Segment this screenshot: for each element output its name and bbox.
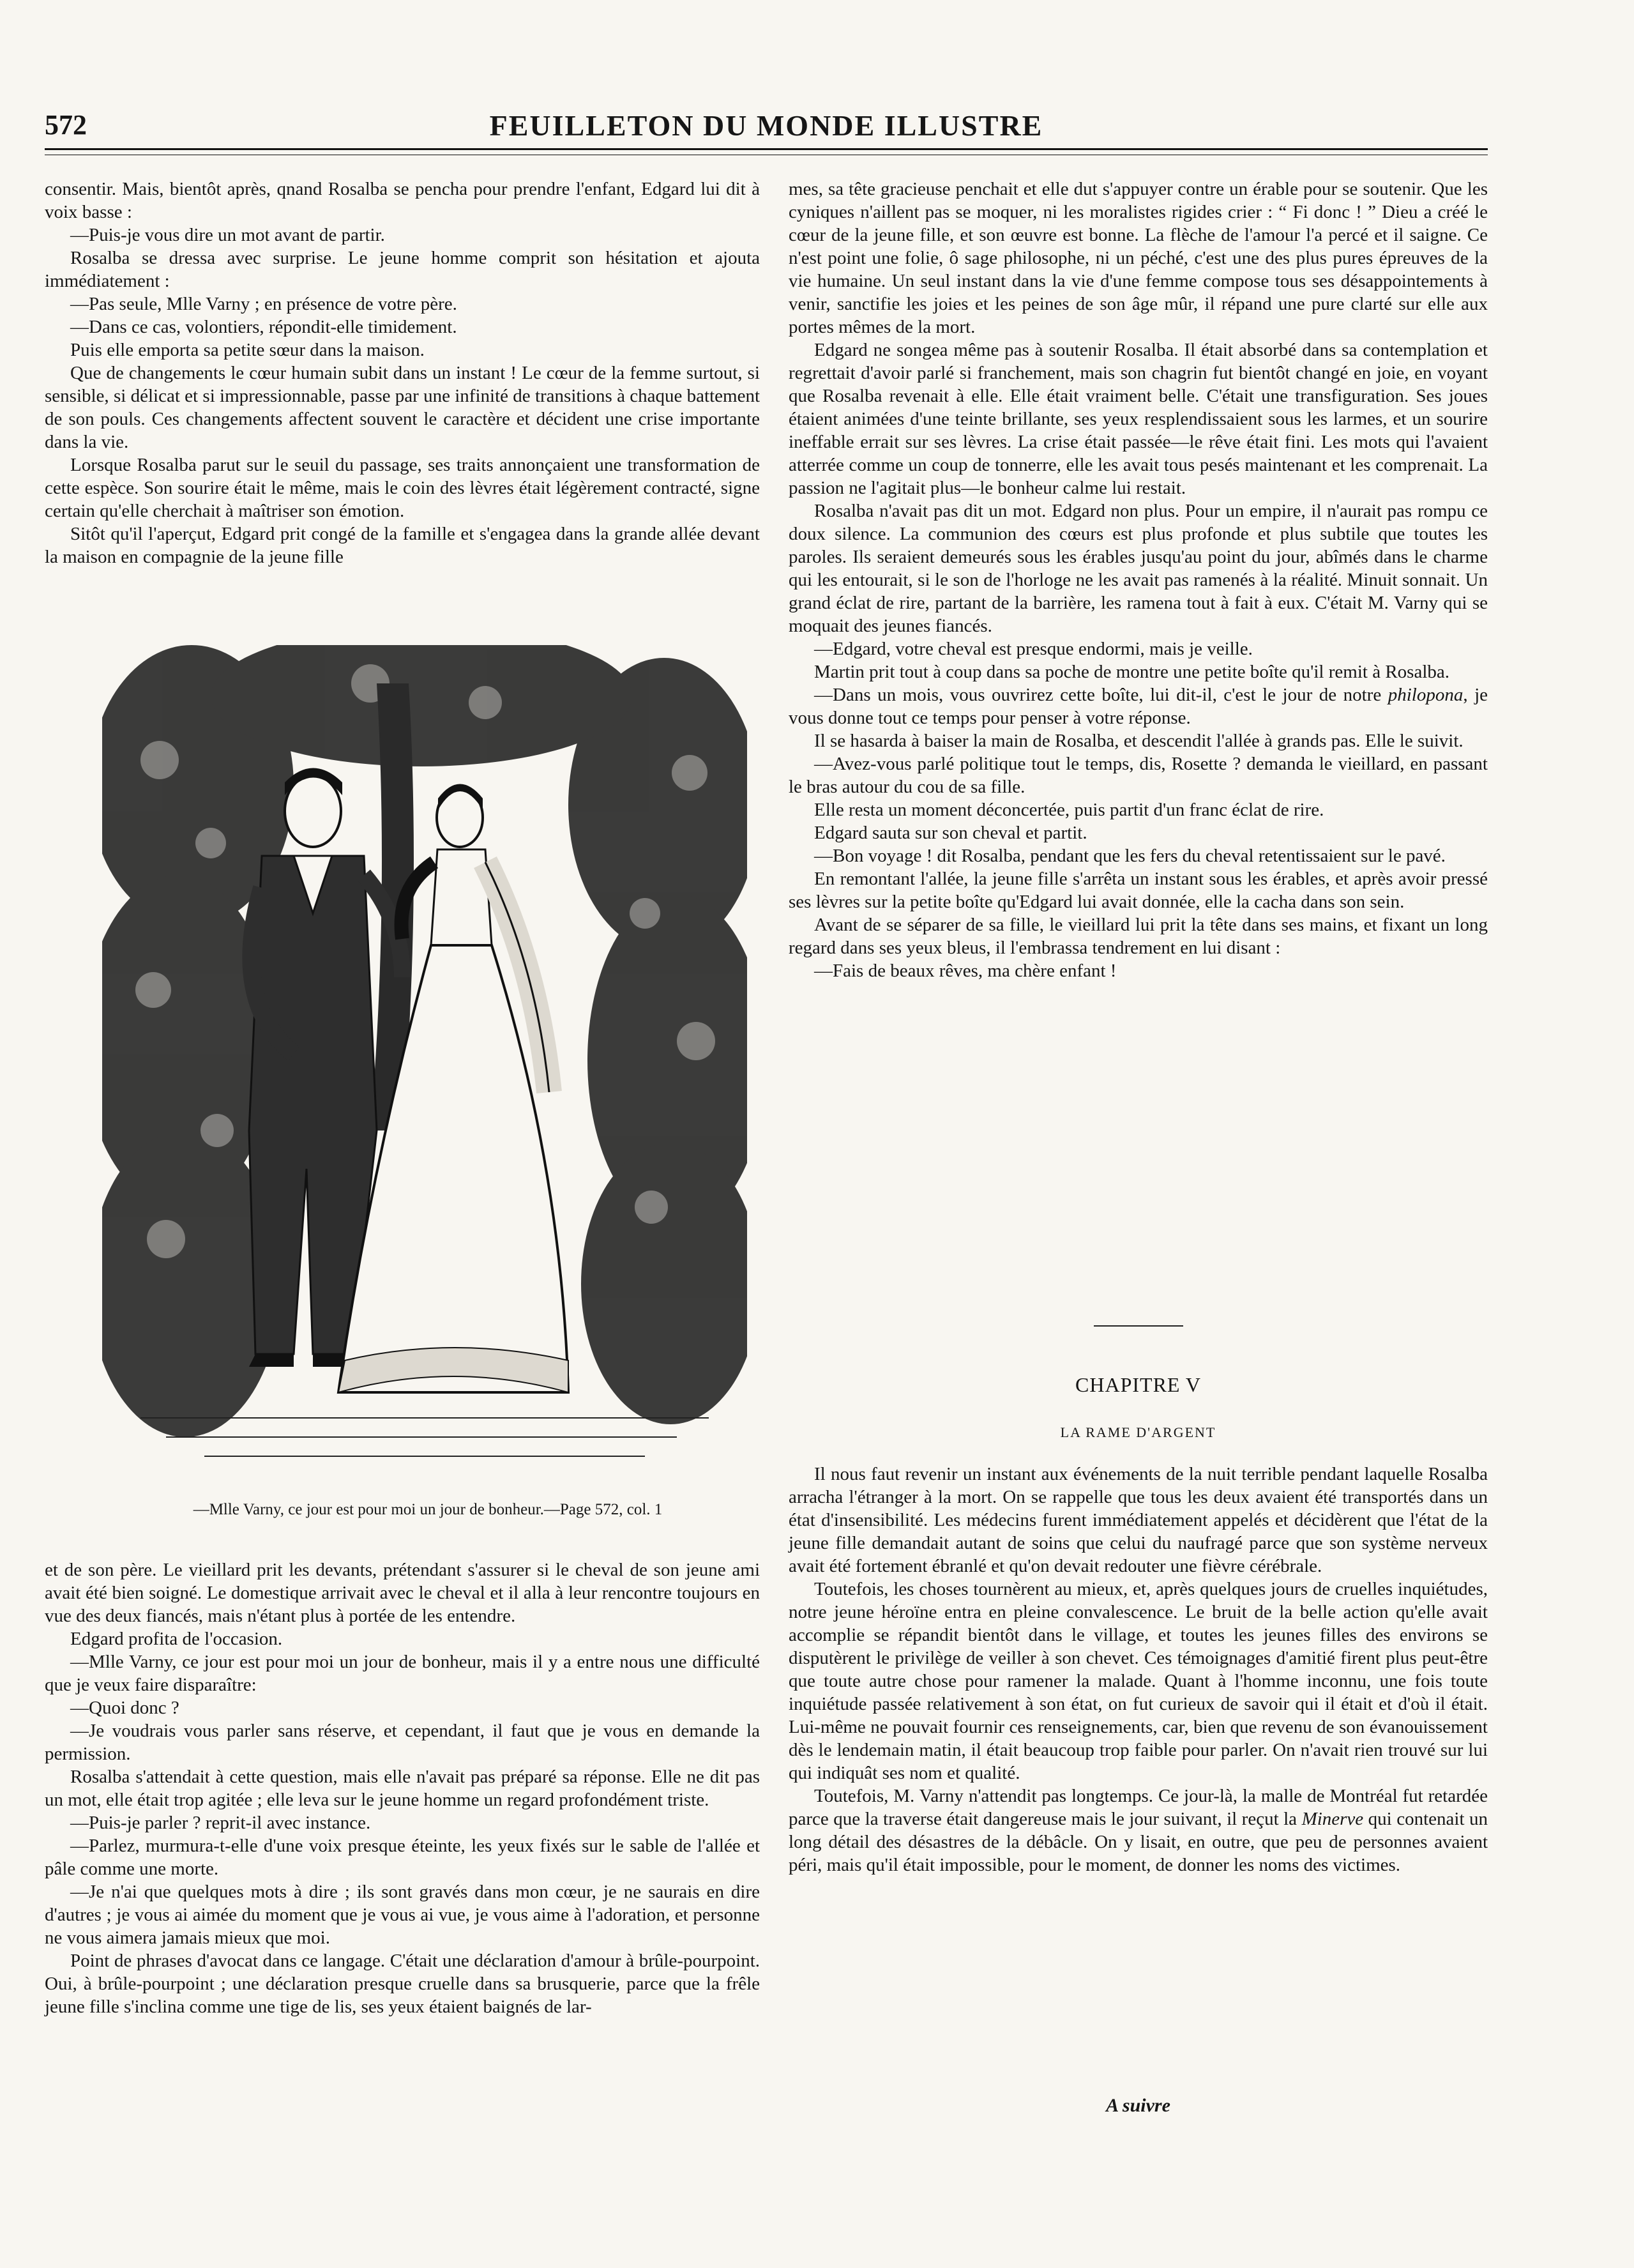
running-title: FEUILLETON DU MONDE ILLUSTRE — [489, 109, 1043, 142]
paragraph: Edgard profita de l'occasion. — [70, 1629, 283, 1649]
engraving-illustration — [102, 645, 747, 1482]
paragraph: —Fais de beaux rêves, ma chère enfant ! — [814, 961, 1117, 981]
paragraph: consentir. Mais, bientôt après, qnand Rosalba se pencha pour prendre l'enfant, Edgard lui dit à voix basse : — [45, 179, 760, 222]
paragraph: Sitôt qu'il l'aperçut, Edgard prit congé de la famille et s'engagea dans la grande allée devant la maison en compagnie de la jeune fille — [45, 524, 760, 567]
paragraph: —Parlez, murmura-t-elle d'une voix presque éteinte, les yeux fixés sur le sable de l'allée et pâle comme une morte. — [45, 1836, 760, 1879]
paragraph: Point de phrases d'avocat dans ce langage. C'était une déclaration d'amour à brûle-pourpoint. Oui, à brûle-pourpoint ; une déclaration presque cruelle dans sa brusquerie, parce que la frêle jeune fille s'inclina comme une tige de lis, ses yeux étaient baignés de lar- — [45, 1951, 760, 2017]
left-column-bottom — [45, 1558, 760, 2018]
paragraph: Rosalba s'attendait à cette question, mais elle n'avait pas préparé sa réponse. Elle ne dit pas un mot, elle était trop agitée ; elle leva sur le jeune homme un regard profondément triste. — [45, 1767, 760, 1810]
paragraph: Rosalba se dressa avec surprise. Le jeune homme comprit son hésitation et ajouta immédiatement : — [45, 248, 760, 291]
paragraph: —Je voudrais vous parler sans réserve, et cependant, il faut que je vous en demande la permission. — [45, 1721, 760, 1764]
chapter-subtitle: LA RAME D'ARGENT — [1060, 1424, 1216, 1440]
chapter-title: CHAPITRE V — [1075, 1373, 1201, 1396]
paragraph: —Je n'ai que quelques mots à dire ; ils sont gravés dans mon cœur, je ne saurais en dire d'autres ; je vous ai aimée du moment que je vous ai vue, je vous aime à l'adoration, et personne ne vous aimera jamais mieux que moi. — [45, 1882, 760, 1948]
paragraph: Lorsque Rosalba parut sur le seuil du passage, ses traits annonçaient une transformation de cette espèce. Son sourire était le même, mais le coin des lèvres était légèrement contracté, signe certain qu'elle cherchait à maîtriser son émotion. — [45, 455, 760, 521]
paragraph: En remontant l'allée, la jeune fille s'arrêta un instant sous les érables, et après avoir pressé ses lèvres sur la petite boîte qu'Edgard lui avait donnée, elle la cacha dans son sein. — [789, 869, 1488, 912]
paragraph: et de son père. Le vieillard prit les devants, prétendant s'assurer si le cheval de son jeune ami avait été bien soigné. Le domestique arrivait avec le cheval et il alla à leur rencontre toujours en vue des deux fiancés, mais n'étant plus à portée de les entendre. — [45, 1560, 760, 1626]
paragraph: Il se hasarda à baiser la main de Rosalba, et descendit l'allée à grands pas. Elle le suivit. — [814, 731, 1464, 751]
left-column-top — [45, 178, 760, 568]
right-column-top — [789, 178, 1488, 982]
paragraph: —Puis-je parler ? reprit-il avec instance. — [70, 1813, 371, 1833]
page-header — [45, 109, 1488, 147]
paragraph: Avant de se séparer de sa fille, le vieillard lui prit la tête dans ses mains, et fixant un long regard dans ses yeux bleus, il l'embrassa tendrement en lui disant : — [789, 915, 1488, 958]
paragraph: —Edgard, votre cheval est presque endormi, mais je veille. — [814, 639, 1253, 659]
paragraph: —Quoi donc ? — [70, 1698, 179, 1718]
paragraph: Que de changements le cœur humain subit dans un instant ! Le cœur de la femme surtout, si sensible, si délicat et si impressionnable, passe par une infinité de transitions à chaque battement de son pouls. Ces changements affectent souvent le caractère et décident une crise importante dans la vie. — [45, 363, 760, 452]
page-number: 572 — [45, 109, 87, 141]
paragraph: Martin prit tout à coup dans sa poche de montre une petite boîte qu'il remit à Rosalba. — [814, 662, 1449, 682]
paragraph: —Puis-je vous dire un mot avant de partir. — [70, 225, 385, 245]
paragraph: —Bon voyage ! dit Rosalba, pendant que les fers du cheval retentissaient sur le pavé. — [814, 846, 1446, 866]
chapter-divider — [1094, 1325, 1183, 1327]
paragraph: mes, sa tête gracieuse penchait et elle dut s'appuyer contre un érable pour se soutenir. Que les cyniques n'aillent pas se moquer, ni les moralistes rigides crier : “ Fi donc ! ” Dieu a créé le cœur de la jeune fille, et son œuvre est bonne. La flèche de l'amour l'a percé et il saigne. Ce n'est point une folie, ô sage philosophe, ni un péché, c'est une des plus pures épreuves de la vie humaine. Un seul instant dans la vie d'une femme compose tous ses désappointements à venir, sanctifie les joies et les peines de son âge mûr, il répand une pure clarté sur elle aux portes mêmes de la mort. — [789, 179, 1488, 337]
paragraph: Toutefois, les choses tournèrent au mieux, et, après quelques jours de cruelles inquiétudes, notre jeune héroïne entra en pleine convalescence. Le bruit de la belle action qu'elle avait accomplie se répandit bientôt dans le village, et toutes les jeunes filles des environs se disputèrent le privilège de veiller à son chevet. Ces témoignages d'amitié firent plus peut-être que toute autre chose pour ramener la malade. Quant à l'homme inconnu, une fois toute inquiétude passée relativement à son état, on fut curieux de savoir qui il était et d'où il était. Lui-même ne pouvait fournir ces renseignements, car, bien que revenu de son évanouissement dès le lendemain matin, il était beaucoup trop faible pour parler. On n'avait rien trouvé sur lui qui indiquât ses nom et qualité. — [789, 1579, 1488, 1783]
illustration-caption: —Mlle Varny, ce jour est pour moi un jour de bonheur.—Page 572, col. 1 — [193, 1501, 663, 1518]
paragraph: Toutefois, M. Varny n'attendit pas longtemps. Ce jour-là, la malle de Montréal fut retardée parce que la traverse était dangereuse mais le jour suivant, il reçut la Minerve qui contenait un long détail des désastres de la débâcle. On y lisait, en outre, que peu de personnes avaient péri, mais qu'il était impossible, pour le moment, de donner les noms des victimes. — [789, 1786, 1488, 1875]
to-be-continued: A suivre — [1106, 2095, 1170, 2116]
paragraph: Puis elle emporta sa petite sœur dans la maison. — [70, 340, 425, 360]
header-rule — [45, 148, 1488, 150]
paragraph: Edgard sauta sur son cheval et partit. — [814, 823, 1087, 843]
paragraph: Elle resta un moment déconcertée, puis partit d'un franc éclat de rire. — [814, 800, 1324, 820]
paragraph: —Dans un mois, vous ouvrirez cette boîte, lui dit-il, c'est le jour de notre philopona, je vous donne tout ce temps pour penser à votre réponse. — [789, 685, 1488, 728]
paragraph: —Pas seule, Mlle Varny ; en présence de votre père. — [70, 294, 457, 314]
paragraph: Rosalba n'avait pas dit un mot. Edgard non plus. Pour un empire, il n'aurait pas rompu ce doux silence. La communion des cœurs est plus profonde et plus subtile que toutes les paroles. Ils seraient demeurés sous les érables jusqu'au point du jour, abîmés dans le charme qui les entourait, si le son de l'horloge ne les avait pas ramenés à la réalité. Minuit sonnait. Un grand éclat de rire, partant de la barrière, les ramena tout à fait à eux. C'était M. Varny qui se moquait des jeunes fiancés. — [789, 501, 1488, 636]
paragraph: —Dans ce cas, volontiers, répondit-elle timidement. — [70, 317, 457, 337]
paragraph: Il nous faut revenir un instant aux événements de la nuit terrible pendant laquelle Rosalba arracha l'étranger à la mort. On se rappelle que tous les deux avaient été transportés dans un état d'insensibilité. Les médecins furent immédiatement appelés et décidèrent que l'état de la jeune fille demandait autant de soins que celui du naufragé parce que son système nerveux avait été fortement ébranlé et qu'on devait redouter une fièvre cérébrale. — [789, 1464, 1488, 1576]
right-column-bottom — [789, 1463, 1488, 1876]
paragraph: Edgard ne songea même pas à soutenir Rosalba. Il était absorbé dans sa contemplation et regrettait d'avoir parlé si franchement, mais son chagrin fut bientôt changé en joie, en voyant que Rosalba revenait à elle. Elle était vraiment belle. C'était une transfiguration. Ses joues étaient animées d'une teinte brillante, ses yeux resplendissaient sous les larmes, et un sourire ineffable errait sur ses lèvres. La crise était passée—le rêve était fini. Les mots qui l'avaient atterrée comme un coup de tonnerre, elle les avait tous pesés maintenant et les comprenait. La passion ne l'agitait plus—le bonheur calme lui restait. — [789, 340, 1488, 498]
paragraph: —Mlle Varny, ce jour est pour moi un jour de bonheur, mais il y a entre nous une difficulté que je veux faire disparaître: — [45, 1652, 760, 1695]
paragraph: —Avez-vous parlé politique tout le temps, dis, Rosette ? demanda le vieillard, en passant le bras autour du cou de sa fille. — [789, 754, 1488, 797]
